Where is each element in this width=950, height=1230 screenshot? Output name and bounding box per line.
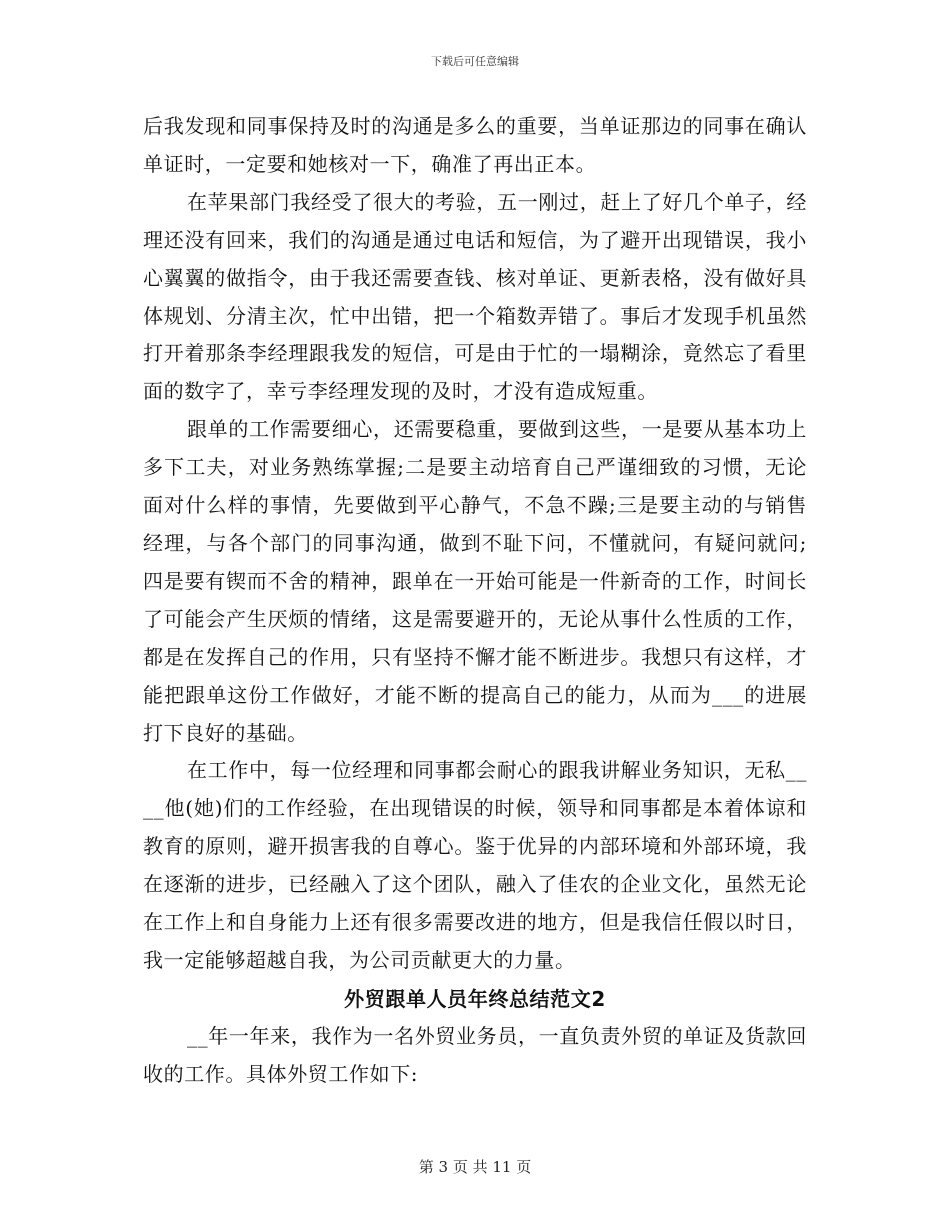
paragraph-continuation: 后我发现和同事保持及时的沟通是多么的重要，当单证那边的同事在确认单证时，一定要和她核对一下，确准了再出正本。 — [143, 114, 807, 176]
page-header: 下载后可任意编辑 — [431, 55, 519, 68]
section-intro-paragraph: __年一年来，我作为一名外贸业务员，一直负责外贸的单证及货款回收的工作。具体外贸工作如下: — [143, 1023, 807, 1086]
paragraph-apple-department: 在苹果部门我经受了很大的考验，五一刚过，赶上了好几个单子，经理还没有回来，我们的沟通是通过电话和短信，为了避开出现错误，我小心翼翼的做指令，由于我还需要查钱、核对单证、更新表格，没有做好具体规划、分清主次，忙中出错，把一个箱数弄错了。事后才发现手机虽然打开着那条李经理跟我发的短信，可是由于忙的一塌糊涂，竟然忘了看里面的数字了，幸亏李经理发现的及时，才没有造成短重。 — [143, 189, 807, 404]
document-body — [143, 108, 807, 1094]
page-footer: 第 3 页 共 11 页 — [418, 1158, 532, 1176]
section-title: 外贸跟单人员年终总结范文2 — [344, 986, 606, 1011]
paragraph-work-environment: 在工作中，每一位经理和同事都会耐心的跟我讲解业务知识，无私____他(她)们的工作经验，在出现错误的时候，领导和同事都是本着体谅和教育的原则，避开损害我的自尊心。鉴于优异的内部环境和外部环境，我在逐渐的进步，已经融入了这个团队，融入了佳农的企业文化，虽然无论在工作上和自身能力上还有很多需要改进的地方，但是我信任假以时日，我一定能够超越自我，为公司贡献更大的力量。 — [143, 758, 807, 972]
paragraph-order-work-requirements: 跟单的工作需要细心，还需要稳重，要做到这些，一是要从基本功上多下工夫，对业务熟练掌握;二是要主动培育自己严谨细致的习惯，无论面对什么样的事情，先要做到平心静气，不急不躁;三是要主动的与销售经理，与各个部门的同事沟通，做到不耻下问，不懂就问，有疑问就问;四是要有锲而不舍的精神，跟单在一开始可能是一件新奇的工作，时间长了可能会产生厌烦的情绪，这是需要避开的，无论从事什么性质的工作，都是在发挥自己的作用，只有坚持不懈才能不断进步。我想只有这样，才能把跟单这份工作做好，才能不断的提高自己的能力，从而为___的进展打下良好的基础。 — [143, 417, 807, 745]
